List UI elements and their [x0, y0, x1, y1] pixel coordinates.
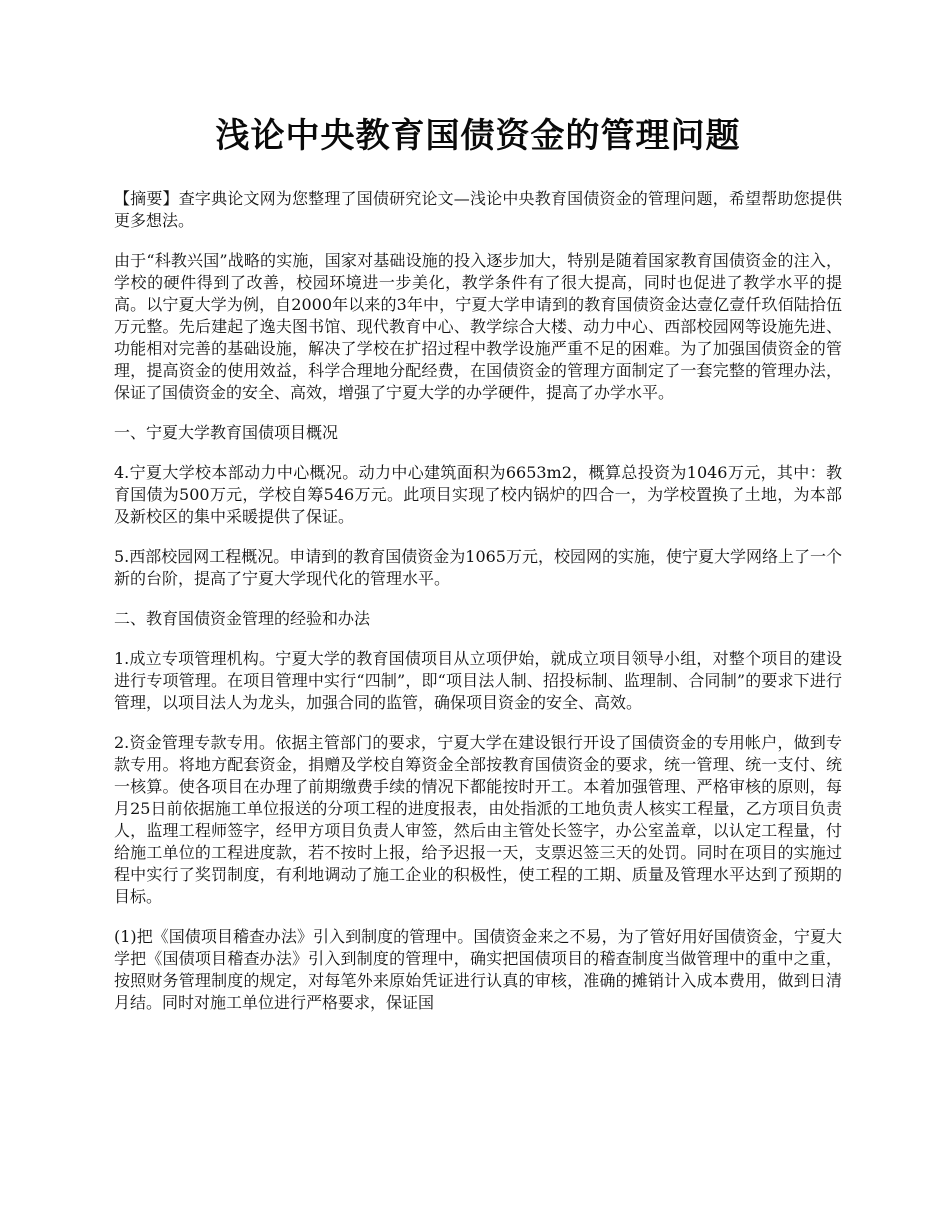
intro-paragraph: 由于“科教兴国”战略的实施，国家对基础设施的投入逐步加大，特别是随着国家教育国债资金的注入，学校的硬件得到了改善，校园环境进一步美化，教学条件有了很大提高，同时也促进了教学水平的提高。以宁夏大学为例，自2000年以来的3年中，宁夏大学申请到的教育国债资金达壹亿壹仟玖佰陆拾伍万元整。先后建起了逸夫图书馆、现代教育中心、教学综合大楼、动力中心、西部校园网等设施先进、功能相对完善的基础设施，解决了学校在扩招过程中教学设施严重不足的困难。为了加强国债资金的管理，提高资金的使用效益，科学合理地分配经费，在国债资金的管理方面制定了一套完整的管理办法，保证了国债资金的安全、高效，增强了宁夏大学的办学硬件，提高了办学水平。 — [114, 251, 842, 402]
section-heading-1: 一、宁夏大学教育国债项目概况 — [114, 423, 339, 442]
paragraph-item-5: 5.西部校园网工程概况。申请到的教育国债资金为1065万元，校园网的实施，使宁夏大学网络上了一个新的台阶，提高了宁夏大学现代化的管理水平。 — [114, 547, 842, 588]
document-page — [114, 112, 842, 1032]
paragraph-item-2: 2.资金管理专款专用。依据主管部门的要求，宁夏大学在建设银行开设了国债资金的专用帐户，做到专款专用。将地方配套资金，捐赠及学校自筹资金全部按教育国债资金的要求，统一管理、统一支付、统一核算。使各项目在办理了前期缴费手续的情况下都能按时开工。本着加强管理、严格审核的原则，每月25日前依据施工单位报送的分项工程的进度报表，由处指派的工地负责人核实工程量，乙方项目负责人，监理工程师签字，经甲方项目负责人审签，然后由主管处长签字，办公室盖章，以认定工程量，付给施工单位的工程进度款，若不按时上报，给予迟报一天，支票迟签三天的处罚。同时在项目的实施过程中实行了奖罚制度，有利地调动了施工企业的积极性，使工程的工期、质量及管理水平达到了预期的目标。 — [114, 733, 842, 906]
section-heading-2: 二、教育国债资金管理的经验和办法 — [114, 609, 371, 628]
paragraph-item-1: 1.成立专项管理机构。宁夏大学的教育国债项目从立项伊始，就成立项目领导小组，对整个项目的建设进行专项管理。在项目管理中实行“四制”，即“项目法人制、招投标制、监理制、合同制”的要求下进行管理，以项目法人为龙头，加强合同的监管，确保项目资金的安全、高效。 — [114, 649, 842, 712]
abstract-paragraph: 【摘要】查字典论文网为您整理了国债研究论文—浅论中央教育国债资金的管理问题，希望帮助您提供更多想法。 — [114, 189, 842, 230]
paragraph-item-2-1: (1)把《国债项目稽查办法》引入到制度的管理中。国债资金来之不易，为了管好用好国债资金，宁夏大学把《国债项目稽查办法》引入到制度的管理中，确实把国债项目的稽查制度当做管理中的重中之重，按照财务管理制度的规定，对每笔外来原始凭证进行认真的审核，准确的摊销计入成本费用，做到日清月结。同时对施工单位进行严格要求，保证国 — [114, 927, 842, 1012]
document-title: 浅论中央教育国债资金的管理问题 — [215, 116, 741, 156]
paragraph-item-4: 4.宁夏大学校本部动力中心概况。动力中心建筑面积为6653m2，概算总投资为1046万元，其中：教育国债为500万元，学校自筹546万元。此项目实现了校内锅炉的四合一，为学校置换了土地，为本部及新校区的集中采暖提供了保证。 — [114, 463, 842, 526]
